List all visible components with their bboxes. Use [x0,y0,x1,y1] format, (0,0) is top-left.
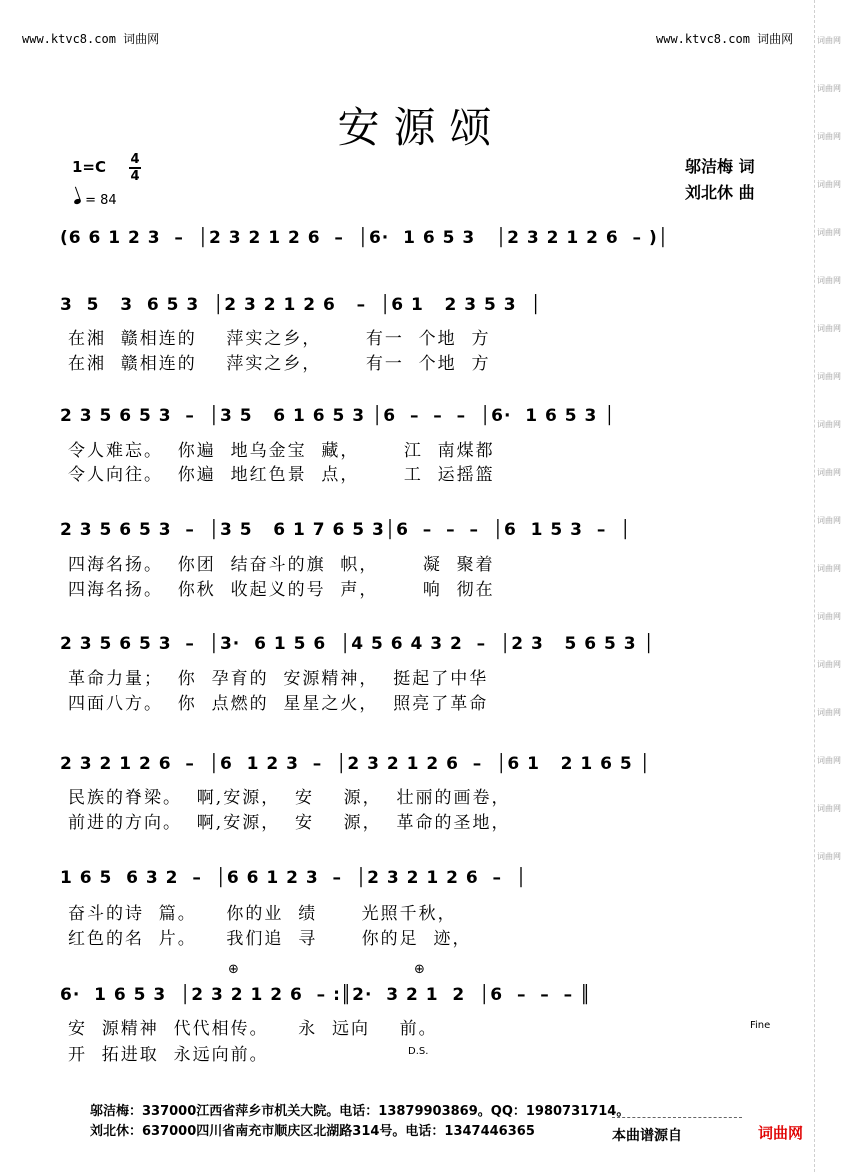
coda-icon: ⊕ [414,962,425,977]
watermark-text: 词曲网 [817,84,841,93]
watermark-text: 词曲网 [817,804,841,813]
lyric-row-7-verse-2: 红色的名 片。 我们追 寻 你的足 迹， [68,929,472,949]
time-signature [129,153,141,183]
site-logo[interactable]: 词曲网 [758,1124,804,1142]
lyric-row-3-verse-1: 令人难忘。 你遍 地乌金宝 藏， 江 南煤都 [68,441,495,461]
watermark-text: 词曲网 [817,36,841,45]
lyric-row-8-verse-2: 开 拓进取 永远向前。 [68,1045,269,1065]
lyric-row-7-verse-1: 奋斗的诗 篇。 你的业 绩 光照千秋， [68,904,457,924]
watermark-text: 词曲网 [817,420,841,429]
source-label: 本曲谱源自 [612,1128,682,1144]
watermark-text: 词曲网 [817,852,841,861]
side-watermark [814,0,843,1172]
watermark-text: 词曲网 [817,132,841,141]
site-url-left[interactable]: www.ktvc8.com 词曲网 [22,32,160,46]
lyric-row-2-verse-2: 在湘 赣相连的 萍实之乡， 有一 个地 方 [68,354,491,374]
composer-credit: 刘北休 曲 [685,183,755,202]
time-bottom: 4 [130,169,140,184]
divider [612,1117,742,1118]
contact-composer: 刘北休：637000四川省南充市顺庆区北湖路314号。电话：1347446365 [90,1124,535,1139]
lyric-row-5-verse-2: 四面八方。 你 点燃的 星星之火， 照亮了革命 [68,694,489,714]
time-top: 4 [130,152,140,167]
lyric-row-5-verse-1: 革命力量； 你 孕育的 安源精神， 挺起了中华 [68,669,489,689]
watermark-text: 词曲网 [817,756,841,765]
tempo-marking [74,193,117,208]
watermark-text: 词曲网 [817,372,841,381]
watermark-text: 词曲网 [817,660,841,669]
site-url-right[interactable]: www.ktvc8.com 词曲网 [656,32,794,46]
song-title: 安源颂 [337,103,506,152]
ds-marking: D.S. [408,1046,429,1057]
lyric-row-6-verse-1: 民族的脊梁。 啊,安源， 安 源， 壮丽的画卷， [68,788,511,808]
notation-row-3: 2 3 5 6 5 3 – │3 5 6 1 6 5 3 │6 – – – │6· 1 6 5 3 │ [60,406,616,426]
contact-lyricist: 邬洁梅：337000江西省萍乡市机关大院。电话：13879903869。QQ：1980731714。 [90,1104,630,1119]
coda-icon: ⊕ [228,962,239,977]
watermark-text: 词曲网 [817,612,841,621]
watermark-text: 词曲网 [817,324,841,333]
notation-row-2: 3 5 3 6 5 3 │2 3 2 1 2 6 – │6 1 2 3 5 3 │ [60,295,542,315]
notation-row-4: 2 3 5 6 5 3 – │3 5 6 1 7 6 5 3│6 – – – │6 1 5 3 – │ [60,520,632,540]
watermark-text: 词曲网 [817,708,841,717]
notation-row-6: 2 3 2 1 2 6 – │6 1 2 3 – │2 3 2 1 2 6 – │6 1 2 1 6 5 │ [60,754,651,774]
watermark-text: 词曲网 [817,564,841,573]
watermark-text: 词曲网 [817,228,841,237]
tempo-value: = 84 [85,193,117,208]
watermark-text: 词曲网 [817,468,841,477]
key-signature: 1=C [72,158,107,176]
lyric-row-3-verse-2: 令人向往。 你遍 地红色景 点， 工 运摇篮 [68,465,495,485]
lyricist-credit: 邬洁梅 词 [685,157,755,176]
lyric-row-4-verse-1: 四海名扬。 你团 结奋斗的旗 帜， 凝 聚着 [68,555,495,575]
watermark-text: 词曲网 [817,516,841,525]
notation-row-8: 6· 1 6 5 3 │2 3 2 1 2 6 – :║2· 3 2 1 2 │6 – – – ║ [60,985,592,1005]
notation-row-5: 2 3 5 6 5 3 – │3· 6 1 5 6 │4 5 6 4 3 2 – │2 3 5 6 5 3 │ [60,634,655,654]
lyric-row-6-verse-2: 前进的方向。 啊,安源， 安 源， 革命的圣地， [68,813,511,833]
watermark-text: 词曲网 [817,180,841,189]
watermark-text: 词曲网 [817,276,841,285]
fine-marking: Fine [750,1020,771,1031]
lyric-row-8-verse-1: 安 源精神 代代相传。 永 远向 前。 [68,1019,438,1039]
lyric-row-2-verse-1: 在湘 赣相连的 萍实之乡， 有一 个地 方 [68,329,491,349]
quarter-note-icon [73,198,81,205]
notation-row-7: 1 6 5 6 3 2 – │6 6 1 2 3 – │2 3 2 1 2 6 – │ [60,868,528,888]
notation-row-1: (6 6 1 2 3 – │2 3 2 1 2 6 – │6· 1 6 5 3 │2 3 2 1 2 6 – )│ [60,228,669,248]
lyric-row-4-verse-2: 四海名扬。 你秋 收起义的号 声， 响 彻在 [68,580,495,600]
